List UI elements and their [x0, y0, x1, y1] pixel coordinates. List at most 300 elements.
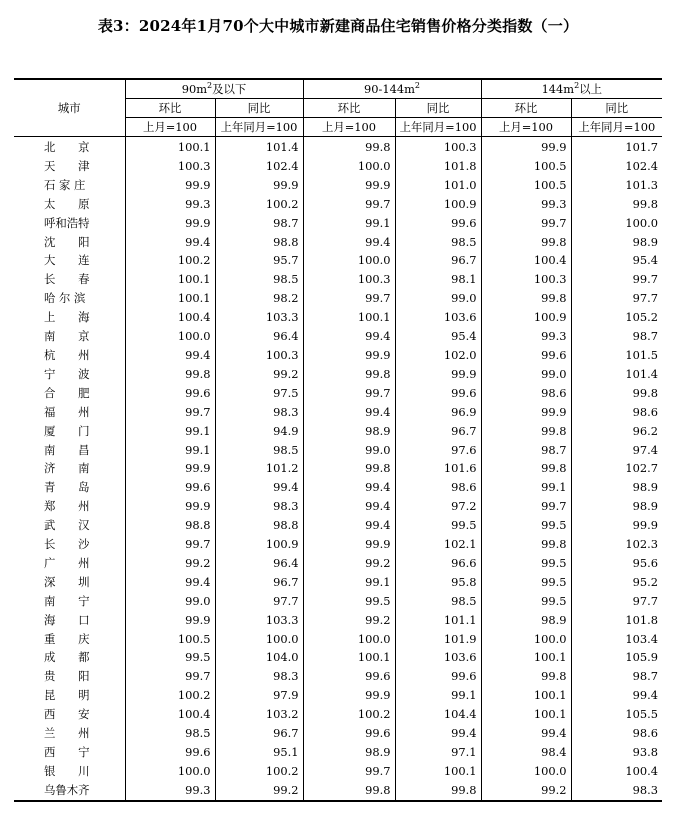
- table-row: [14, 137, 662, 157]
- index-value-cell: 99.7: [125, 403, 215, 422]
- index-value-cell: 100.0: [303, 157, 395, 176]
- index-value-cell: 99.0: [303, 441, 395, 460]
- city-cell: 天 津: [44, 158, 90, 173]
- index-value-cell: 98.7: [571, 327, 662, 346]
- index-value-cell: 99.7: [303, 195, 395, 214]
- index-value-cell: 99.4: [303, 403, 395, 422]
- index-value-cell: 99.4: [303, 233, 395, 252]
- index-value-cell: 99.5: [481, 516, 571, 535]
- index-value-cell: 100.5: [125, 630, 215, 649]
- index-value-cell: 100.3: [395, 137, 481, 157]
- index-value-cell: 99.3: [125, 781, 215, 801]
- city-cell: 昆 明: [44, 688, 90, 703]
- index-value-cell: 99.8: [303, 781, 395, 801]
- table-row: [14, 384, 662, 403]
- index-value-cell: 102.1: [395, 535, 481, 554]
- index-value-cell: 99.9: [395, 365, 481, 384]
- table-body: [14, 137, 662, 801]
- index-value-cell: 99.8: [303, 365, 395, 384]
- index-value-cell: 99.5: [395, 516, 481, 535]
- table-row: [14, 516, 662, 535]
- index-value-cell: 99.7: [303, 289, 395, 308]
- index-value-cell: 99.8: [303, 459, 395, 478]
- city-cell: 济 南: [44, 461, 90, 476]
- index-value-cell: 101.4: [571, 365, 662, 384]
- index-value-cell: 103.3: [215, 308, 303, 327]
- index-value-cell: 99.8: [303, 137, 395, 157]
- index-value-cell: 98.9: [571, 478, 662, 497]
- index-value-cell: 97.5: [215, 384, 303, 403]
- index-value-cell: 98.6: [571, 724, 662, 743]
- index-value-cell: 95.1: [215, 743, 303, 762]
- index-value-cell: 96.7: [215, 724, 303, 743]
- city-cell: 南 昌: [44, 442, 90, 457]
- table-row: [14, 459, 662, 478]
- index-value-cell: 98.9: [571, 497, 662, 516]
- index-value-cell: 101.5: [571, 346, 662, 365]
- table-row: [14, 327, 662, 346]
- mom-base-header: 上月=100: [303, 118, 395, 137]
- index-value-cell: 99.2: [215, 365, 303, 384]
- index-value-cell: 95.6: [571, 554, 662, 573]
- index-value-cell: 99.4: [125, 573, 215, 592]
- index-value-cell: 98.9: [303, 422, 395, 441]
- table-row: [14, 214, 662, 233]
- index-value-cell: 99.3: [481, 195, 571, 214]
- mom-header: 环比: [481, 99, 571, 118]
- table-row: [14, 195, 662, 214]
- index-value-cell: 99.6: [125, 743, 215, 762]
- index-value-cell: 98.7: [481, 441, 571, 460]
- index-value-cell: 102.3: [571, 535, 662, 554]
- index-value-cell: 100.1: [125, 270, 215, 289]
- index-value-cell: 98.8: [215, 516, 303, 535]
- table-row: [14, 365, 662, 384]
- index-value-cell: 100.9: [395, 195, 481, 214]
- city-cell: 海 口: [44, 612, 90, 627]
- city-column-header: 城市: [14, 79, 125, 137]
- index-value-cell: 99.9: [125, 176, 215, 195]
- index-value-cell: 99.7: [125, 535, 215, 554]
- index-value-cell: 100.1: [481, 705, 571, 724]
- index-value-cell: 99.6: [395, 214, 481, 233]
- index-value-cell: 98.7: [215, 214, 303, 233]
- group-header-medium: $90-144m^2$: [303, 79, 481, 99]
- table-row: [14, 176, 662, 195]
- index-value-cell: 100.4: [125, 308, 215, 327]
- index-value-cell: 99.8: [125, 365, 215, 384]
- index-value-cell: 99.6: [125, 478, 215, 497]
- city-cell: 南 京: [44, 329, 90, 344]
- index-value-cell: 99.4: [481, 724, 571, 743]
- mom-base-header: 上月=100: [481, 118, 571, 137]
- city-cell: 贵 阳: [44, 669, 90, 684]
- index-value-cell: 100.2: [215, 195, 303, 214]
- index-value-cell: 99.1: [303, 214, 395, 233]
- index-value-cell: 99.1: [125, 422, 215, 441]
- index-value-cell: 99.1: [481, 478, 571, 497]
- index-value-cell: 99.5: [125, 648, 215, 667]
- index-value-cell: 99.0: [481, 365, 571, 384]
- index-value-cell: 100.1: [303, 308, 395, 327]
- index-value-cell: 98.5: [395, 233, 481, 252]
- index-value-cell: 99.8: [395, 781, 481, 801]
- index-value-cell: 99.6: [481, 346, 571, 365]
- index-value-cell: 99.6: [303, 724, 395, 743]
- city-cell: 北 京: [44, 140, 90, 154]
- table-row: [14, 157, 662, 176]
- index-value-cell: 99.0: [125, 592, 215, 611]
- table-row: [14, 270, 662, 289]
- index-value-cell: 95.8: [395, 573, 481, 592]
- index-value-cell: 100.2: [125, 686, 215, 705]
- index-value-cell: 99.9: [571, 516, 662, 535]
- index-value-cell: 99.1: [395, 686, 481, 705]
- index-value-cell: 103.3: [215, 611, 303, 630]
- city-cell: 福 州: [44, 404, 90, 419]
- yoy-base-header: 上年同月=100: [215, 118, 303, 137]
- index-value-cell: 99.7: [571, 270, 662, 289]
- city-cell: 重 庆: [44, 631, 90, 646]
- index-value-cell: 100.0: [303, 630, 395, 649]
- index-value-cell: 99.7: [303, 384, 395, 403]
- index-value-cell: 98.2: [215, 289, 303, 308]
- index-value-cell: 100.2: [303, 705, 395, 724]
- table-row: [14, 743, 662, 762]
- index-value-cell: 101.0: [395, 176, 481, 195]
- index-value-cell: 100.9: [481, 308, 571, 327]
- index-value-cell: 99.9: [303, 686, 395, 705]
- index-value-cell: 99.9: [125, 611, 215, 630]
- index-value-cell: 98.6: [571, 403, 662, 422]
- index-value-cell: 99.8: [481, 535, 571, 554]
- table-row: [14, 705, 662, 724]
- index-value-cell: 100.1: [303, 648, 395, 667]
- index-value-cell: 98.5: [395, 592, 481, 611]
- index-value-cell: 104.0: [215, 648, 303, 667]
- index-value-cell: 99.7: [481, 497, 571, 516]
- index-value-cell: 100.0: [303, 251, 395, 270]
- index-value-cell: 99.7: [303, 762, 395, 781]
- table-row: [14, 648, 662, 667]
- index-value-cell: 97.6: [395, 441, 481, 460]
- city-cell: 厦 门: [44, 423, 90, 438]
- index-value-cell: 98.5: [215, 441, 303, 460]
- index-value-cell: 94.9: [215, 422, 303, 441]
- index-value-cell: 99.4: [303, 516, 395, 535]
- index-value-cell: 97.7: [215, 592, 303, 611]
- index-value-cell: 99.6: [303, 667, 395, 686]
- index-value-cell: 101.1: [395, 611, 481, 630]
- table-row: [14, 781, 662, 801]
- index-value-cell: 98.8: [215, 233, 303, 252]
- table-row: [14, 535, 662, 554]
- index-value-cell: 99.5: [481, 554, 571, 573]
- index-value-cell: 97.4: [571, 441, 662, 460]
- table-row: [14, 308, 662, 327]
- city-cell: 哈 尔 滨: [44, 291, 86, 306]
- index-value-cell: 100.4: [125, 705, 215, 724]
- index-value-cell: 99.8: [481, 667, 571, 686]
- index-value-cell: 96.4: [215, 327, 303, 346]
- city-cell: 西 安: [44, 707, 90, 722]
- table-row: [14, 422, 662, 441]
- index-value-cell: 99.6: [125, 384, 215, 403]
- table-row: [14, 233, 662, 252]
- index-value-cell: 105.9: [571, 648, 662, 667]
- city-cell: 郑 州: [44, 499, 90, 514]
- table-row: [14, 478, 662, 497]
- city-cell: 沈 阳: [44, 234, 90, 249]
- index-value-cell: 100.0: [481, 630, 571, 649]
- city-cell: 深 圳: [44, 574, 90, 589]
- mom-header: 环比: [303, 99, 395, 118]
- index-value-cell: 100.4: [571, 762, 662, 781]
- index-value-cell: 99.2: [303, 611, 395, 630]
- index-value-cell: 99.2: [481, 781, 571, 801]
- index-value-cell: 98.7: [571, 667, 662, 686]
- index-value-cell: 99.4: [303, 327, 395, 346]
- index-value-cell: 100.0: [571, 214, 662, 233]
- table-row: [14, 289, 662, 308]
- index-value-cell: 99.8: [571, 195, 662, 214]
- index-value-cell: 98.3: [215, 403, 303, 422]
- index-value-cell: 100.2: [215, 762, 303, 781]
- table-row: [14, 592, 662, 611]
- index-value-cell: 97.2: [395, 497, 481, 516]
- city-cell: 大 连: [44, 253, 90, 268]
- table-row: [14, 497, 662, 516]
- city-cell: 乌鲁木齐: [14, 781, 125, 801]
- index-value-cell: 96.6: [395, 554, 481, 573]
- yoy-header: 同比: [571, 99, 662, 118]
- index-value-cell: 95.7: [215, 251, 303, 270]
- index-value-cell: 95.2: [571, 573, 662, 592]
- index-value-cell: 99.5: [481, 573, 571, 592]
- index-value-cell: 98.6: [395, 478, 481, 497]
- index-value-cell: 98.6: [481, 384, 571, 403]
- index-value-cell: 96.7: [395, 251, 481, 270]
- index-value-cell: 99.9: [125, 214, 215, 233]
- group-header-small: $90m^2$及以下: [125, 79, 303, 99]
- index-value-cell: 101.9: [395, 630, 481, 649]
- index-value-cell: 98.5: [125, 724, 215, 743]
- index-value-cell: 97.1: [395, 743, 481, 762]
- city-cell: 青 岛: [44, 480, 90, 495]
- index-value-cell: 98.3: [215, 497, 303, 516]
- index-value-cell: 99.8: [481, 289, 571, 308]
- city-cell: 合 肥: [44, 385, 90, 400]
- city-cell: 西 宁: [44, 745, 90, 759]
- index-value-cell: 101.3: [571, 176, 662, 195]
- city-cell: 南 宁: [44, 593, 90, 608]
- index-value-cell: 103.6: [395, 308, 481, 327]
- group-header-large: $144m^2$以上: [481, 79, 662, 99]
- index-value-cell: 97.7: [571, 289, 662, 308]
- table-row: [14, 554, 662, 573]
- index-value-cell: 99.9: [125, 497, 215, 516]
- index-value-cell: 103.2: [215, 705, 303, 724]
- city-cell: 呼和浩特: [44, 215, 90, 230]
- table-row: [14, 630, 662, 649]
- index-value-cell: 100.0: [481, 762, 571, 781]
- index-value-cell: 97.7: [571, 592, 662, 611]
- index-value-cell: 95.4: [395, 327, 481, 346]
- table-row: [14, 403, 662, 422]
- city-cell: 长 沙: [44, 537, 90, 552]
- index-value-cell: 100.1: [481, 686, 571, 705]
- index-value-cell: 99.2: [125, 554, 215, 573]
- index-value-cell: 97.9: [215, 686, 303, 705]
- index-value-cell: 101.8: [571, 611, 662, 630]
- index-value-cell: 102.4: [571, 157, 662, 176]
- index-value-cell: 100.3: [481, 270, 571, 289]
- index-value-cell: 95.4: [571, 251, 662, 270]
- table-row: [14, 667, 662, 686]
- index-value-cell: 100.0: [215, 630, 303, 649]
- index-value-cell: 101.8: [395, 157, 481, 176]
- table-row: [14, 762, 662, 781]
- index-value-cell: 98.8: [125, 516, 215, 535]
- index-value-cell: 103.4: [571, 630, 662, 649]
- yoy-base-header: 上年同月=100: [395, 118, 481, 137]
- index-value-cell: 100.1: [481, 648, 571, 667]
- index-value-cell: 99.8: [571, 384, 662, 403]
- index-value-cell: 99.2: [303, 554, 395, 573]
- index-value-cell: 102.0: [395, 346, 481, 365]
- city-cell: 成 都: [44, 650, 90, 665]
- index-value-cell: 99.9: [303, 346, 395, 365]
- index-value-cell: 101.7: [571, 137, 662, 157]
- index-value-cell: 98.5: [215, 270, 303, 289]
- index-value-cell: 99.9: [481, 403, 571, 422]
- index-value-cell: 99.9: [303, 176, 395, 195]
- table-row: [14, 346, 662, 365]
- index-value-cell: 99.1: [125, 441, 215, 460]
- index-value-cell: 100.4: [481, 251, 571, 270]
- index-value-cell: 100.0: [125, 327, 215, 346]
- index-value-cell: 101.6: [395, 459, 481, 478]
- index-value-cell: 99.3: [125, 195, 215, 214]
- table-row: [14, 251, 662, 270]
- price-index-table: [14, 78, 662, 802]
- table-row: [14, 724, 662, 743]
- index-value-cell: 99.6: [395, 667, 481, 686]
- index-value-cell: 103.6: [395, 648, 481, 667]
- index-value-cell: 101.2: [215, 459, 303, 478]
- index-value-cell: 100.3: [125, 157, 215, 176]
- index-value-cell: 100.0: [125, 762, 215, 781]
- index-value-cell: 98.9: [481, 611, 571, 630]
- index-value-cell: 101.4: [215, 137, 303, 157]
- index-value-cell: 98.3: [571, 781, 662, 801]
- index-value-cell: 96.9: [395, 403, 481, 422]
- index-value-cell: 99.3: [481, 327, 571, 346]
- table-row: [14, 611, 662, 630]
- index-value-cell: 99.4: [571, 686, 662, 705]
- city-cell: 宁 波: [44, 366, 90, 381]
- index-value-cell: 100.1: [125, 289, 215, 308]
- index-value-cell: 99.6: [395, 384, 481, 403]
- index-value-cell: 100.5: [481, 176, 571, 195]
- index-value-cell: 102.7: [571, 459, 662, 478]
- table-row: [14, 686, 662, 705]
- city-cell: 兰 州: [44, 726, 90, 741]
- index-value-cell: 105.5: [571, 705, 662, 724]
- index-value-cell: 93.8: [571, 743, 662, 762]
- index-value-cell: 99.9: [215, 176, 303, 195]
- table-header: [14, 79, 662, 137]
- city-cell: 上 海: [44, 310, 90, 325]
- index-value-cell: 100.5: [481, 157, 571, 176]
- index-value-cell: 98.1: [395, 270, 481, 289]
- index-value-cell: 98.3: [215, 667, 303, 686]
- yoy-header: 同比: [215, 99, 303, 118]
- city-cell: 长 春: [44, 272, 90, 287]
- index-value-cell: 99.5: [303, 592, 395, 611]
- index-value-cell: 102.4: [215, 157, 303, 176]
- index-value-cell: 99.8: [481, 459, 571, 478]
- index-value-cell: 99.4: [395, 724, 481, 743]
- index-value-cell: 98.4: [481, 743, 571, 762]
- index-value-cell: 99.8: [481, 422, 571, 441]
- index-value-cell: 99.4: [125, 233, 215, 252]
- index-value-cell: 96.7: [215, 573, 303, 592]
- index-value-cell: 104.4: [395, 705, 481, 724]
- city-cell: 石 家 庄: [44, 177, 86, 192]
- table-row: [14, 441, 662, 460]
- index-value-cell: 100.9: [215, 535, 303, 554]
- index-value-cell: 98.9: [303, 743, 395, 762]
- index-value-cell: 99.4: [215, 478, 303, 497]
- index-value-cell: 96.7: [395, 422, 481, 441]
- index-value-cell: 99.1: [303, 573, 395, 592]
- index-value-cell: 99.7: [481, 214, 571, 233]
- table-title: 表3：2024年1月70个大中城市新建商品住宅销售价格分类指数（一）: [97, 17, 579, 35]
- index-value-cell: 99.4: [303, 478, 395, 497]
- index-value-cell: 99.8: [481, 233, 571, 252]
- index-value-cell: 99.9: [481, 137, 571, 157]
- city-cell: 太 原: [44, 196, 90, 211]
- index-value-cell: 99.9: [303, 535, 395, 554]
- index-value-cell: 99.0: [395, 289, 481, 308]
- index-value-cell: 105.2: [571, 308, 662, 327]
- mom-header: 环比: [125, 99, 215, 118]
- index-value-cell: 100.1: [395, 762, 481, 781]
- city-cell: 杭 州: [44, 347, 90, 362]
- index-value-cell: 100.3: [303, 270, 395, 289]
- index-value-cell: 99.7: [125, 667, 215, 686]
- index-value-cell: 99.4: [303, 497, 395, 516]
- index-value-cell: 99.2: [215, 781, 303, 801]
- index-value-cell: 100.3: [215, 346, 303, 365]
- index-value-cell: 99.5: [481, 592, 571, 611]
- index-value-cell: 100.1: [125, 137, 215, 157]
- index-value-cell: 98.9: [571, 233, 662, 252]
- yoy-base-header: 上年同月=100: [571, 118, 662, 137]
- index-value-cell: 96.4: [215, 554, 303, 573]
- index-value-cell: 100.2: [125, 251, 215, 270]
- index-value-cell: 99.4: [125, 346, 215, 365]
- mom-base-header: 上月=100: [125, 118, 215, 137]
- city-cell: 武 汉: [44, 518, 90, 533]
- index-value-cell: 99.9: [125, 459, 215, 478]
- city-cell: 银 川: [44, 763, 90, 778]
- city-cell: 广 州: [44, 555, 90, 570]
- yoy-header: 同比: [395, 99, 481, 118]
- table-row: [14, 573, 662, 592]
- index-value-cell: 96.2: [571, 422, 662, 441]
